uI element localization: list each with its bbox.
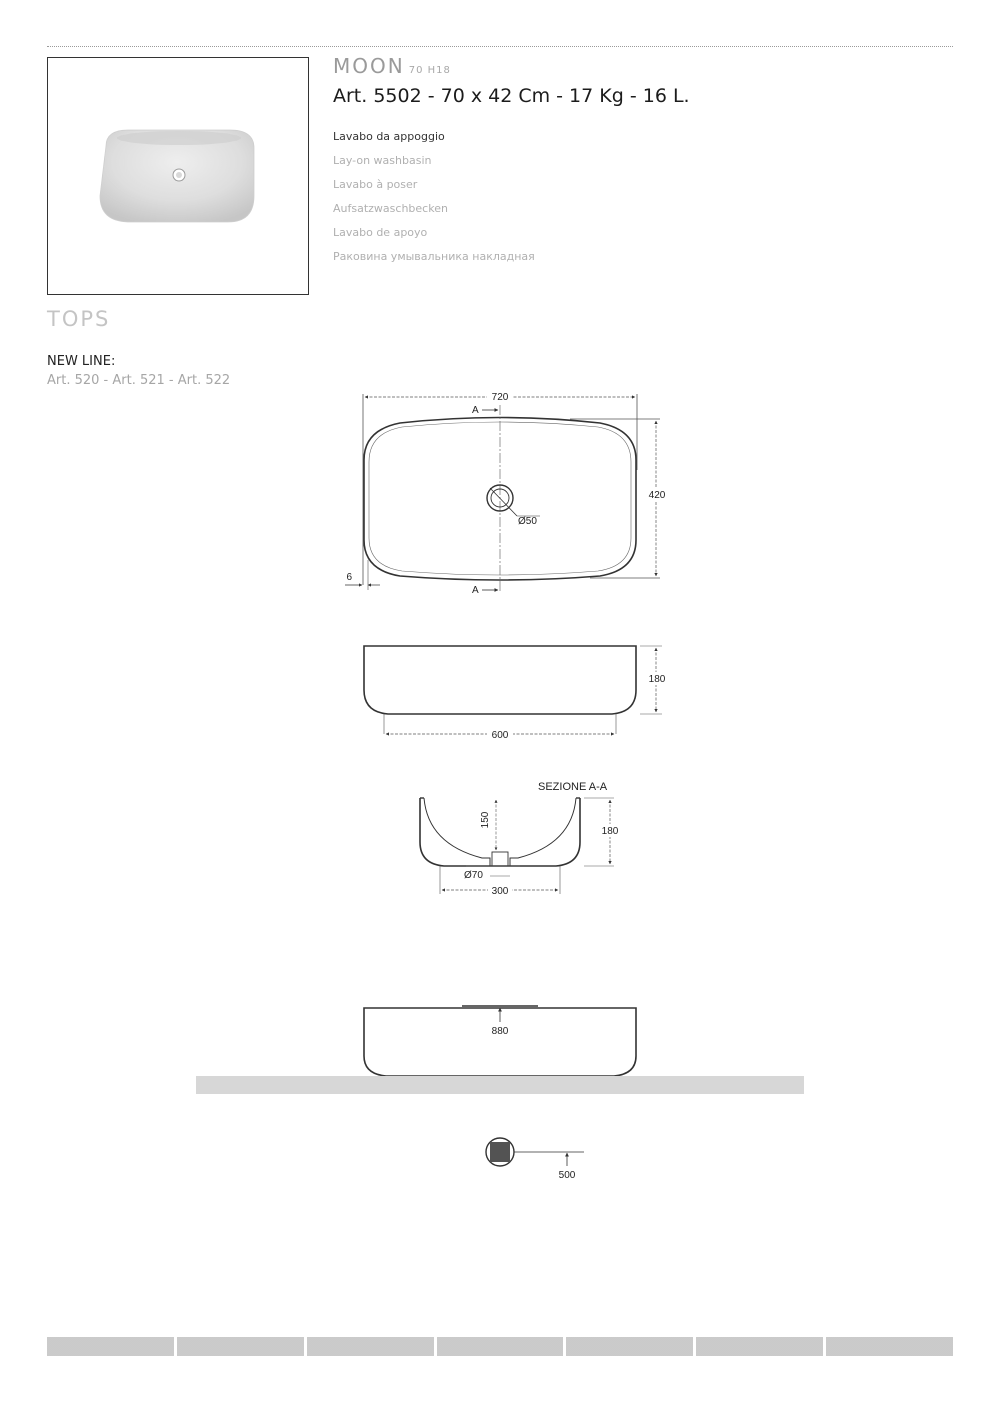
dim-section-base-label: 300 bbox=[491, 886, 509, 897]
description-de: Aufsatzwaschbecken bbox=[333, 202, 448, 215]
footer-band-segment bbox=[826, 1337, 953, 1356]
section-mark-top: A bbox=[472, 405, 479, 416]
installation-view bbox=[196, 1006, 804, 1181]
dim-drain-height-label: 500 bbox=[558, 1170, 576, 1181]
dim-depth-label: 420 bbox=[648, 490, 666, 501]
section-outer bbox=[420, 798, 580, 866]
edge-dim-label: 6 bbox=[346, 572, 352, 583]
model-title: MOON bbox=[333, 54, 405, 78]
new-line-title: NEW LINE: bbox=[47, 354, 116, 369]
article-spec: Art. 5502 - 70 x 42 Cm - 17 Kg - 16 L. bbox=[333, 85, 690, 107]
dim-height-label: 180 bbox=[648, 674, 666, 685]
section-mark-bottom: A bbox=[472, 585, 479, 596]
description-es: Lavabo de apoyo bbox=[333, 226, 428, 239]
model-sub: 70 H18 bbox=[408, 65, 451, 76]
section-view bbox=[420, 781, 621, 897]
dim-inner-depth-label: 150 bbox=[480, 811, 491, 829]
countertop-band bbox=[196, 1076, 804, 1094]
section-inner-right bbox=[510, 798, 576, 866]
footer-band-segment bbox=[566, 1337, 693, 1356]
description-fr: Lavabo à poser bbox=[333, 178, 418, 191]
new-line-articles: Art. 520 - Art. 521 - Art. 522 bbox=[47, 373, 231, 388]
footer-band-segment bbox=[437, 1337, 564, 1356]
drain-dim-label: Ø50 bbox=[518, 516, 537, 527]
footer-band bbox=[47, 1337, 953, 1356]
section-drain bbox=[492, 852, 508, 866]
footer-band-segment bbox=[47, 1337, 174, 1356]
dim-top-height-label: 880 bbox=[491, 1026, 509, 1037]
dim-section-height-label: 180 bbox=[601, 826, 619, 837]
top-view bbox=[345, 391, 668, 596]
footer-band-segment bbox=[307, 1337, 434, 1356]
dim-drain-label: Ø70 bbox=[464, 870, 483, 881]
dim-base-label: 600 bbox=[491, 730, 509, 741]
section-inner-left bbox=[424, 798, 490, 866]
description-ru: Раковина умывальника накладная bbox=[333, 250, 535, 263]
section-title: SEZIONE A-A bbox=[538, 781, 608, 793]
footer-band-segment bbox=[696, 1337, 823, 1356]
front-outline bbox=[364, 646, 636, 714]
description-en: Lay-on washbasin bbox=[333, 154, 432, 167]
dim-width-label: 720 bbox=[491, 392, 509, 403]
category-label: TOPS bbox=[47, 307, 111, 331]
wall-drain-inner bbox=[490, 1142, 510, 1162]
description-it: Lavabo da appoggio bbox=[333, 130, 445, 143]
footer-band-segment bbox=[177, 1337, 304, 1356]
front-view bbox=[364, 646, 668, 741]
